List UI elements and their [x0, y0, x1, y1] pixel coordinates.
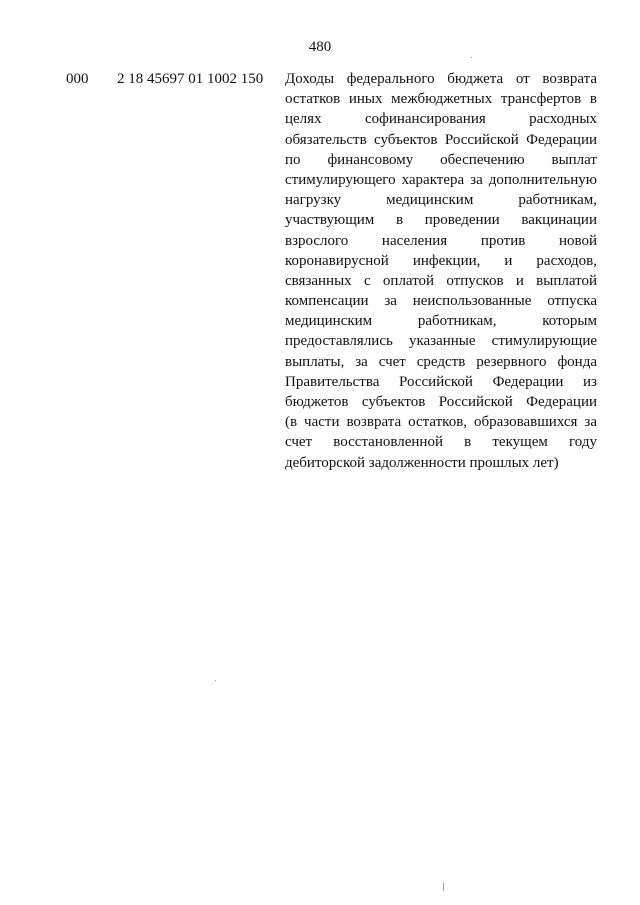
description-line: связанных с оплатой отпусков и выплатой [285, 272, 597, 289]
description-line: стимулирующего характера за дополнительную [285, 171, 597, 188]
description-line: взрослого населения против новой [285, 232, 597, 249]
description-line: нагрузку медицинским работникам, [285, 192, 597, 209]
description-line: целях софинансирования расходных [285, 111, 597, 128]
description-line: счет восстановленной в текущем году [285, 434, 597, 451]
scan-artifact [471, 57, 472, 58]
description-line: Правительства Российской Федерации из [285, 373, 597, 390]
budget-classification-code: 2 18 45697 01 1002 150 [117, 71, 264, 87]
description-line: дебиторской задолженности прошлых лет) [285, 454, 559, 471]
description-line: компенсации за неиспользованные отпуска [285, 293, 597, 310]
description-line: по финансовому обеспечению выплат [285, 151, 597, 168]
description-line: Доходы федерального бюджета от возврата [285, 71, 597, 87]
description-line: участвующим в проведении вакцинации [285, 212, 597, 229]
description-line: коронавирусной инфекции, и расходов, [285, 252, 597, 269]
description-line: обязательств субъектов Российской Федерации [285, 131, 597, 148]
budget-code-row [66, 69, 606, 489]
scan-artifact [215, 680, 216, 681]
description-line: (в части возврата остатков, образовавшихся за [285, 414, 597, 431]
description-line: остатков иных межбюджетных трансфертов в [285, 91, 597, 108]
income-description [285, 69, 597, 473]
description-line: выплаты, за счет средств резервного фонда [285, 353, 597, 370]
page-number: 480 [308, 39, 332, 55]
description-line: предоставлялись указанные стимулирующие [285, 333, 597, 350]
description-line: медицинским работникам, которым [285, 313, 597, 330]
scan-artifact [443, 883, 444, 891]
description-line: бюджетов субъектов Российской Федерации [285, 394, 597, 410]
administrator-code: 000 [66, 71, 89, 87]
